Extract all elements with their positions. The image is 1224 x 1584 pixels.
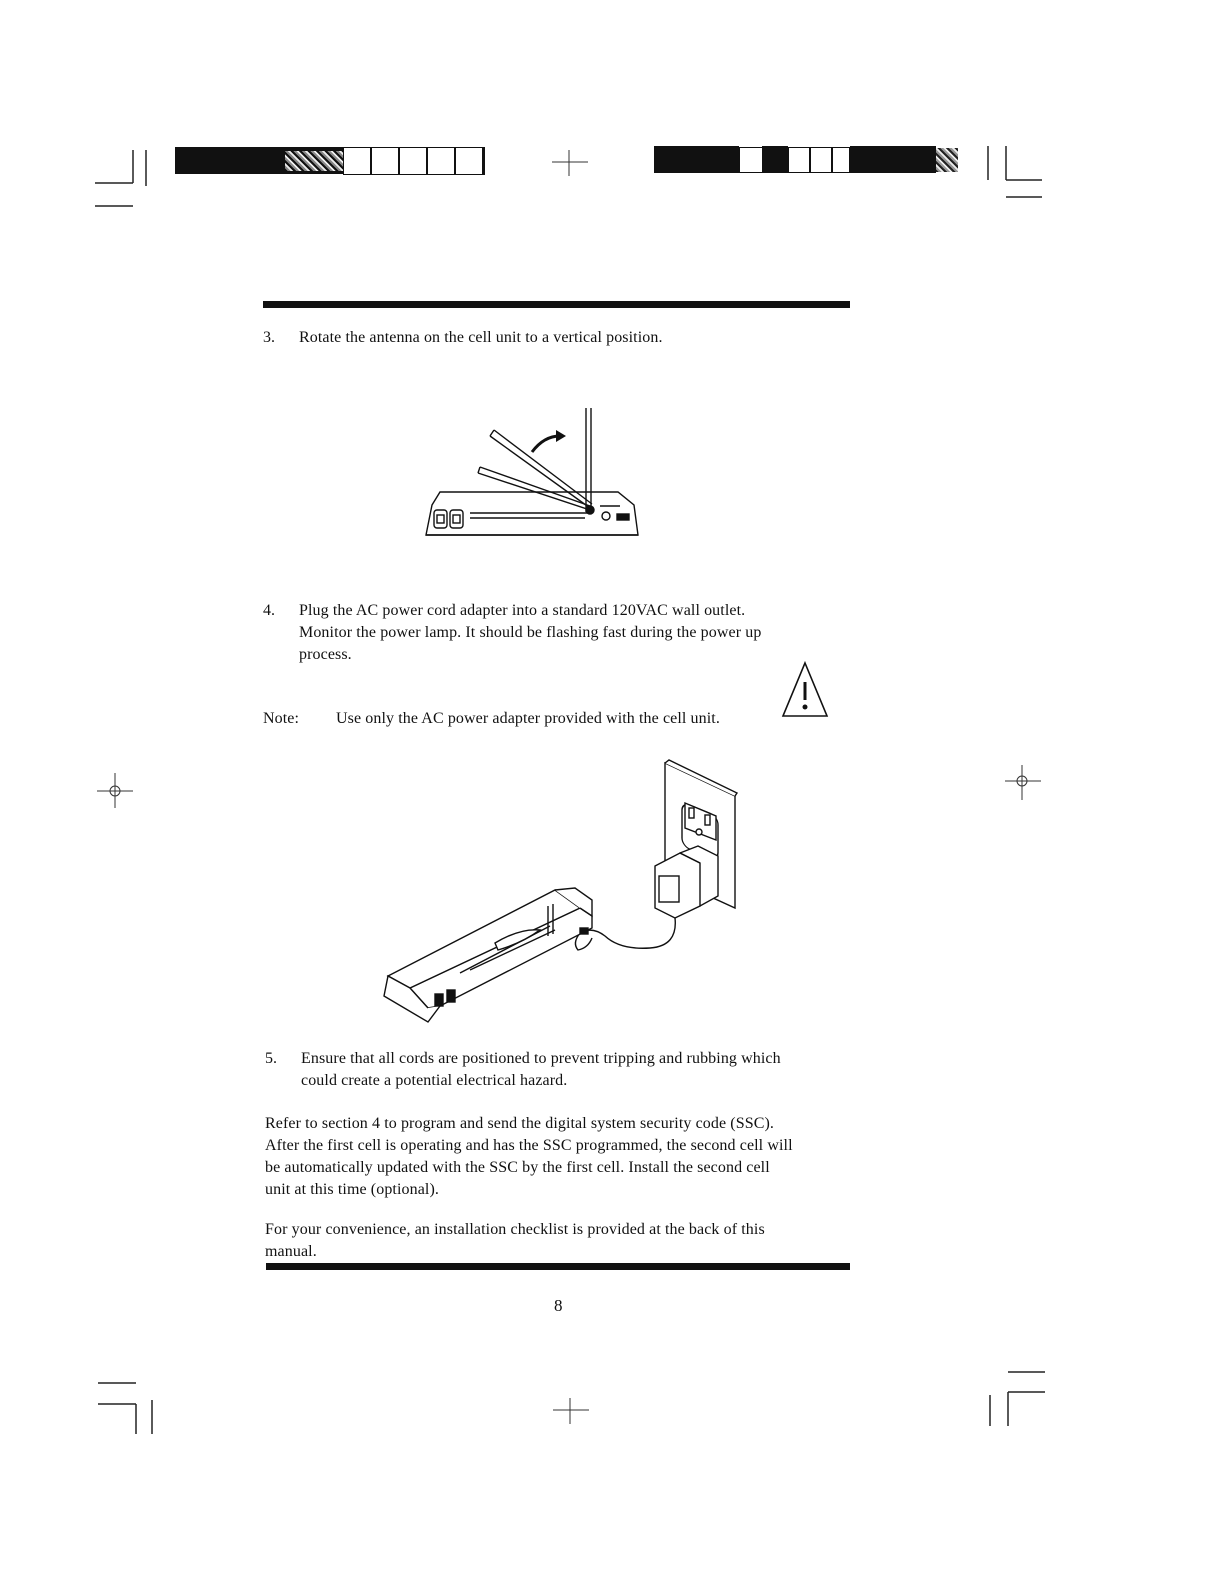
bottom-rule [266, 1263, 850, 1270]
note-text: Use only the AC power adapter provided with the cell unit. [336, 710, 720, 727]
step-4-line-3: process. [299, 646, 352, 663]
top-rule [263, 301, 850, 308]
paragraph-1-line-2: After the first cell is operating and has the SSC programmed, the second cell will [265, 1137, 793, 1154]
power-adapter-illustration [380, 758, 745, 1028]
paragraph-2-line-2: manual. [265, 1243, 317, 1260]
calibration-bar-right [654, 146, 960, 173]
step-5-line-2: could create a potential electrical hazard. [301, 1072, 568, 1089]
step-3-number: 3. [263, 329, 275, 346]
note-label: Note: [263, 710, 300, 727]
step-5-number: 5. [265, 1050, 277, 1067]
calibration-bar-left [175, 147, 483, 174]
page-number: 8 [554, 1296, 563, 1315]
step-4-number: 4. [263, 602, 275, 619]
paragraph-1-line-1: Refer to section 4 to program and send the digital system security code (SSC). [265, 1115, 775, 1132]
step-5-line-1: Ensure that all cords are positioned to prevent tripping and rubbing which [301, 1050, 781, 1067]
paragraph-1-line-4: unit at this time (optional). [265, 1181, 439, 1198]
antenna-rotation-illustration [420, 400, 650, 545]
step-4-line-1: Plug the AC power cord adapter into a standard 120VAC wall outlet. [299, 602, 746, 619]
step-4-line-2: Monitor the power lamp. It should be flashing fast during the power up [299, 624, 762, 641]
warning-triangle-icon [780, 660, 830, 720]
paragraph-2-line-1: For your convenience, an installation checklist is provided at the back of this [265, 1221, 765, 1238]
step-3-text: Rotate the antenna on the cell unit to a vertical position. [299, 329, 663, 346]
paragraph-1-line-3: be automatically updated with the SSC by the first cell. Install the second cell [265, 1159, 770, 1176]
